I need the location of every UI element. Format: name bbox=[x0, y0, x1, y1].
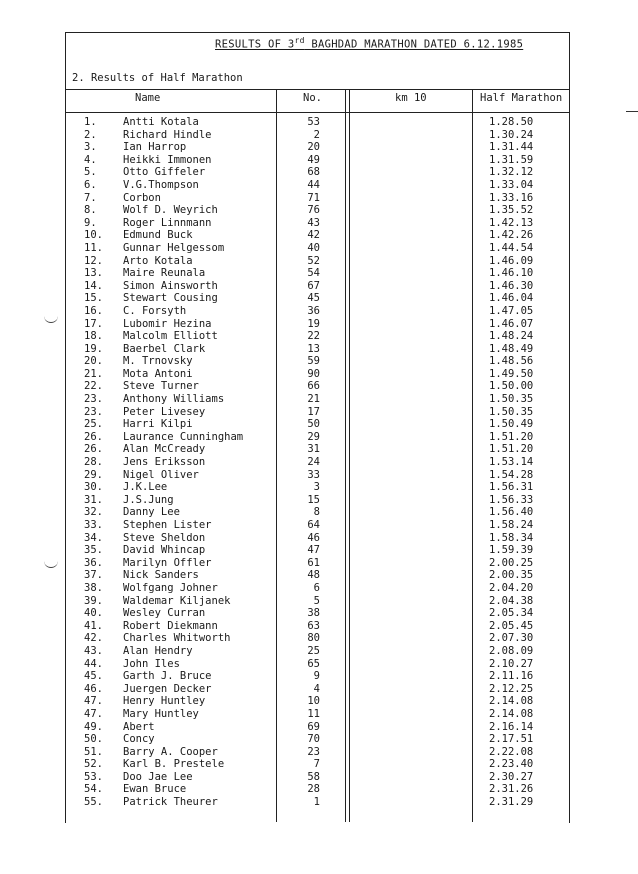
row-position: 13. bbox=[84, 267, 103, 280]
column-header-half-marathon: Half Marathon bbox=[480, 92, 563, 104]
row-position: 15. bbox=[84, 292, 103, 305]
column-header-no: No. bbox=[303, 92, 322, 104]
table-row bbox=[0, 645, 638, 658]
table-row bbox=[0, 683, 638, 696]
table-row bbox=[0, 154, 638, 167]
row-position: 28. bbox=[84, 456, 103, 469]
table-row bbox=[0, 519, 638, 532]
runner-name: Antti Kotala bbox=[123, 116, 199, 128]
finish-time: 2.00.35 bbox=[489, 569, 534, 582]
finish-time: 1.48.56 bbox=[489, 355, 534, 368]
row-position: 3. bbox=[84, 141, 97, 154]
runner-name: Steve Sheldon bbox=[123, 531, 206, 544]
table-row bbox=[0, 494, 638, 507]
finish-time: 1.42.13 bbox=[489, 216, 534, 229]
bib-number: 24 bbox=[307, 456, 320, 469]
table-row bbox=[0, 443, 638, 456]
bib-number: 58 bbox=[307, 770, 320, 783]
bib-number: 7 bbox=[313, 758, 320, 771]
runner-name: David Whincap bbox=[123, 544, 206, 557]
finish-time: 2.04.20 bbox=[489, 581, 534, 594]
table-row bbox=[0, 456, 638, 469]
row-position: 12. bbox=[84, 254, 103, 267]
bib-number: 69 bbox=[307, 720, 320, 733]
table-row bbox=[0, 380, 638, 393]
row-position: 26. bbox=[84, 443, 103, 456]
runner-name: Karl B. Prestele bbox=[123, 758, 225, 771]
bib-number: 38 bbox=[307, 607, 320, 620]
row-position: 23. bbox=[84, 405, 103, 418]
row-position: 8. bbox=[84, 204, 97, 217]
bib-number: 5 bbox=[313, 594, 320, 607]
table-row bbox=[0, 506, 638, 519]
row-position: 10. bbox=[84, 229, 103, 242]
bib-number: 28 bbox=[307, 783, 320, 796]
title-prefix: RESULTS OF 3 bbox=[215, 38, 295, 51]
runner-name: Corbon bbox=[123, 191, 161, 204]
table-row bbox=[0, 620, 638, 633]
finish-time: 1.46.09 bbox=[489, 254, 534, 267]
row-position: 7. bbox=[84, 191, 97, 204]
row-position: 44. bbox=[84, 657, 103, 670]
bib-number: 76 bbox=[307, 204, 320, 217]
runner-name: John Iles bbox=[123, 657, 180, 670]
finish-time: 1.50.35 bbox=[489, 393, 534, 406]
table-row bbox=[0, 280, 638, 293]
row-position: 35. bbox=[84, 544, 103, 557]
table-row bbox=[0, 695, 638, 708]
table-row bbox=[0, 658, 638, 671]
finish-time: 2.12.25 bbox=[489, 682, 534, 695]
bib-number: 2 bbox=[313, 128, 320, 141]
finish-time: 2.14.08 bbox=[489, 707, 534, 720]
finish-time: 1.47.05 bbox=[489, 304, 534, 317]
table-row bbox=[0, 532, 638, 545]
finish-time: 1.53.14 bbox=[489, 456, 534, 469]
bib-number: 61 bbox=[307, 556, 320, 569]
table-row bbox=[0, 418, 638, 431]
row-position: 18. bbox=[84, 330, 103, 343]
table-row bbox=[0, 569, 638, 582]
table-row bbox=[0, 632, 638, 645]
row-position: 52. bbox=[84, 758, 103, 771]
finish-time: 2.31.26 bbox=[489, 783, 534, 796]
runner-name: M. Trnovsky bbox=[123, 355, 193, 368]
finish-time: 1.50.00 bbox=[489, 380, 534, 393]
bib-number: 42 bbox=[307, 229, 320, 242]
bib-number: 25 bbox=[307, 644, 320, 657]
finish-time: 2.23.40 bbox=[489, 758, 534, 771]
table-row bbox=[0, 217, 638, 230]
bib-number: 11 bbox=[307, 707, 320, 720]
finish-time: 1.28.50 bbox=[489, 116, 534, 128]
runner-name: J.K.Lee bbox=[123, 481, 168, 494]
row-position: 14. bbox=[84, 279, 103, 292]
runner-name: Alan McCready bbox=[123, 443, 206, 456]
finish-time: 1.31.44 bbox=[489, 141, 534, 154]
bib-number: 19 bbox=[307, 317, 320, 330]
table-row bbox=[0, 469, 638, 482]
row-position: 36. bbox=[84, 556, 103, 569]
runner-name: Wolf D. Weyrich bbox=[123, 204, 218, 217]
finish-time: 1.48.24 bbox=[489, 330, 534, 343]
table-row bbox=[0, 229, 638, 242]
bib-number: 29 bbox=[307, 430, 320, 443]
table-row bbox=[0, 607, 638, 620]
table-row bbox=[0, 670, 638, 683]
row-position: 37. bbox=[84, 569, 103, 582]
finish-time: 1.58.34 bbox=[489, 531, 534, 544]
table-row bbox=[0, 355, 638, 368]
row-position: 21. bbox=[84, 367, 103, 380]
finish-time: 1.35.52 bbox=[489, 204, 534, 217]
bib-number: 40 bbox=[307, 241, 320, 254]
finish-time: 2.31.29 bbox=[489, 796, 534, 809]
bib-number: 90 bbox=[307, 367, 320, 380]
row-position: 4. bbox=[84, 153, 97, 166]
finish-time: 1.33.16 bbox=[489, 191, 534, 204]
table-row bbox=[0, 582, 638, 595]
finish-time: 1.59.39 bbox=[489, 544, 534, 557]
table-row bbox=[0, 771, 638, 784]
table-row bbox=[0, 116, 638, 129]
table-row bbox=[0, 204, 638, 217]
runner-name: Mary Huntley bbox=[123, 707, 199, 720]
table-row bbox=[0, 166, 638, 179]
bib-number: 44 bbox=[307, 178, 320, 191]
table-row bbox=[0, 783, 638, 796]
column-header-km10: km 10 bbox=[395, 92, 427, 104]
table-row bbox=[0, 305, 638, 318]
table-row bbox=[0, 746, 638, 759]
runner-name: Henry Huntley bbox=[123, 695, 206, 708]
runner-name: Ian Harrop bbox=[123, 141, 187, 154]
row-position: 53. bbox=[84, 770, 103, 783]
finish-time: 2.17.51 bbox=[489, 733, 534, 746]
finish-time: 1.44.54 bbox=[489, 241, 534, 254]
row-position: 6. bbox=[84, 178, 97, 191]
finish-time: 1.46.04 bbox=[489, 292, 534, 305]
row-position: 49. bbox=[84, 720, 103, 733]
finish-time: 2.10.27 bbox=[489, 657, 534, 670]
runner-name: Baerbel Clark bbox=[123, 342, 206, 355]
row-position: 16. bbox=[84, 304, 103, 317]
row-position: 40. bbox=[84, 607, 103, 620]
runner-name: Charles Whitworth bbox=[123, 632, 231, 645]
table-row bbox=[0, 796, 638, 809]
row-position: 39. bbox=[84, 594, 103, 607]
finish-time: 2.08.09 bbox=[489, 644, 534, 657]
runner-name: Juergen Decker bbox=[123, 682, 212, 695]
runner-name: Doo Jae Lee bbox=[123, 770, 193, 783]
title-suffix: BAGHDAD MARATHON DATED 6.12.1985 bbox=[304, 38, 524, 51]
finish-time: 2.22.08 bbox=[489, 745, 534, 758]
finish-time: 1.48.49 bbox=[489, 342, 534, 355]
finish-time: 1.56.31 bbox=[489, 481, 534, 494]
row-position: 19. bbox=[84, 342, 103, 355]
row-position: 29. bbox=[84, 468, 103, 481]
bib-number: 46 bbox=[307, 531, 320, 544]
runner-name: Ewan Bruce bbox=[123, 783, 187, 796]
table-row bbox=[0, 406, 638, 419]
table-row bbox=[0, 708, 638, 721]
bib-number: 80 bbox=[307, 632, 320, 645]
bib-number: 8 bbox=[313, 506, 320, 519]
results-list bbox=[0, 116, 638, 809]
finish-time: 2.05.34 bbox=[489, 607, 534, 620]
row-position: 38. bbox=[84, 581, 103, 594]
bib-number: 53 bbox=[307, 116, 320, 128]
bib-number: 21 bbox=[307, 393, 320, 406]
runner-name: C. Forsyth bbox=[123, 304, 187, 317]
finish-time: 1.50.35 bbox=[489, 405, 534, 418]
runner-name: Maire Reunala bbox=[123, 267, 206, 280]
finish-time: 2.05.45 bbox=[489, 619, 534, 632]
bib-number: 43 bbox=[307, 216, 320, 229]
runner-name: J.S.Jung bbox=[123, 493, 174, 506]
finish-time: 1.46.07 bbox=[489, 317, 534, 330]
finish-time: 1.54.28 bbox=[489, 468, 534, 481]
bib-number: 31 bbox=[307, 443, 320, 456]
runner-name: Jens Eriksson bbox=[123, 456, 206, 469]
row-position: 17. bbox=[84, 317, 103, 330]
runner-name: Stephen Lister bbox=[123, 519, 212, 531]
runner-name: Gunnar Helgessom bbox=[123, 241, 225, 254]
bib-number: 23 bbox=[307, 745, 320, 758]
runner-name: Danny Lee bbox=[123, 506, 180, 519]
header-bottom-rule bbox=[65, 112, 570, 113]
finish-time: 1.33.04 bbox=[489, 178, 534, 191]
row-position: 54. bbox=[84, 783, 103, 796]
bib-number: 68 bbox=[307, 166, 320, 179]
bib-number: 65 bbox=[307, 657, 320, 670]
runner-name: Otto Giffeler bbox=[123, 166, 206, 179]
row-position: 45. bbox=[84, 670, 103, 683]
runner-name: Heikki Immonen bbox=[123, 153, 212, 166]
bib-number: 17 bbox=[307, 405, 320, 418]
bib-number: 20 bbox=[307, 141, 320, 154]
row-position: 55. bbox=[84, 796, 103, 809]
section-heading: 2. Results of Half Marathon bbox=[72, 72, 243, 84]
finish-time: 1.46.30 bbox=[489, 279, 534, 292]
runner-name: Laurance Cunningham bbox=[123, 430, 244, 443]
row-position: 31. bbox=[84, 493, 103, 506]
row-position: 42. bbox=[84, 632, 103, 645]
table-row bbox=[0, 141, 638, 154]
table-row bbox=[0, 758, 638, 771]
runner-name: Peter Livesey bbox=[123, 405, 206, 418]
row-position: 30. bbox=[84, 481, 103, 494]
row-position: 11. bbox=[84, 241, 103, 254]
row-position: 50. bbox=[84, 733, 103, 746]
runner-name: Wolfgang Johner bbox=[123, 581, 218, 594]
runner-name: V.G.Thompson bbox=[123, 178, 199, 191]
finish-time: 1.50.49 bbox=[489, 418, 534, 431]
finish-time: 2.07.30 bbox=[489, 632, 534, 645]
runner-name: Patrick Theurer bbox=[123, 796, 218, 809]
runner-name: Abert bbox=[123, 720, 155, 733]
row-position: 46. bbox=[84, 682, 103, 695]
bib-number: 4 bbox=[313, 682, 320, 695]
bib-number: 36 bbox=[307, 304, 320, 317]
finish-time: 1.49.50 bbox=[489, 367, 534, 380]
bib-number: 59 bbox=[307, 355, 320, 368]
table-row bbox=[0, 544, 638, 557]
runner-name: Arto Kotala bbox=[123, 254, 193, 267]
finish-time: 1.56.33 bbox=[489, 493, 534, 506]
finish-time: 1.46.10 bbox=[489, 267, 534, 280]
header-top-rule bbox=[65, 89, 570, 90]
bib-number: 49 bbox=[307, 153, 320, 166]
bib-number: 67 bbox=[307, 279, 320, 292]
table-row bbox=[0, 292, 638, 305]
bib-number: 47 bbox=[307, 544, 320, 557]
table-row bbox=[0, 481, 638, 494]
runner-name: Marilyn Offler bbox=[123, 556, 212, 569]
row-position: 22. bbox=[84, 380, 103, 393]
finish-time: 1.51.20 bbox=[489, 430, 534, 443]
finish-time: 2.30.27 bbox=[489, 770, 534, 783]
row-position: 47. bbox=[84, 707, 103, 720]
table-row bbox=[0, 393, 638, 406]
table-row bbox=[0, 242, 638, 255]
edge-mark bbox=[626, 111, 638, 112]
finish-time: 2.14.08 bbox=[489, 695, 534, 708]
row-position: 43. bbox=[84, 644, 103, 657]
table-row bbox=[0, 192, 638, 205]
table-row bbox=[0, 267, 638, 280]
row-position: 51. bbox=[84, 745, 103, 758]
table-row bbox=[0, 330, 638, 343]
runner-name: Roger Linnmann bbox=[123, 216, 212, 229]
row-position: 2. bbox=[84, 128, 97, 141]
row-position: 47. bbox=[84, 695, 103, 708]
finish-time: 2.04.38 bbox=[489, 594, 534, 607]
runner-name: Nick Sanders bbox=[123, 569, 199, 582]
table-row bbox=[0, 431, 638, 444]
bib-number: 15 bbox=[307, 493, 320, 506]
bib-number: 50 bbox=[307, 418, 320, 431]
runner-name: Concy bbox=[123, 733, 155, 746]
bib-number: 3 bbox=[313, 481, 320, 494]
finish-time: 1.31.59 bbox=[489, 153, 534, 166]
row-position: 5. bbox=[84, 166, 97, 179]
table-row bbox=[0, 595, 638, 608]
row-position: 34. bbox=[84, 531, 103, 544]
table-row bbox=[0, 733, 638, 746]
runner-name: Nigel Oliver bbox=[123, 468, 199, 481]
bib-number: 9 bbox=[313, 670, 320, 683]
finish-time: 1.58.24 bbox=[489, 519, 534, 531]
finish-time: 1.51.20 bbox=[489, 443, 534, 456]
runner-name: Robert Diekmann bbox=[123, 619, 218, 632]
finish-time: 2.16.14 bbox=[489, 720, 534, 733]
bib-number: 22 bbox=[307, 330, 320, 343]
runner-name: Malcolm Elliott bbox=[123, 330, 218, 343]
title-ordinal-suffix: rd bbox=[294, 36, 305, 45]
finish-time: 1.56.40 bbox=[489, 506, 534, 519]
row-position: 25. bbox=[84, 418, 103, 431]
runner-name: Wesley Curran bbox=[123, 607, 206, 620]
runner-name: Alan Hendry bbox=[123, 644, 193, 657]
bib-number: 54 bbox=[307, 267, 320, 280]
runner-name: Edmund Buck bbox=[123, 229, 193, 242]
column-header-name: Name bbox=[135, 92, 161, 104]
row-position: 9. bbox=[84, 216, 97, 229]
finish-time: 1.32.12 bbox=[489, 166, 534, 179]
table-row bbox=[0, 129, 638, 142]
runner-name: Mota Antoni bbox=[123, 367, 193, 380]
bib-number: 64 bbox=[307, 519, 320, 531]
bib-number: 1 bbox=[313, 796, 320, 809]
bib-number: 71 bbox=[307, 191, 320, 204]
finish-time: 2.11.16 bbox=[489, 670, 534, 683]
runner-name: Steve Turner bbox=[123, 380, 199, 393]
row-position: 26. bbox=[84, 430, 103, 443]
document-title bbox=[215, 36, 523, 51]
runner-name: Barry A. Cooper bbox=[123, 745, 218, 758]
row-position: 32. bbox=[84, 506, 103, 519]
row-position: 23. bbox=[84, 393, 103, 406]
runner-name: Anthony Williams bbox=[123, 393, 225, 406]
table-row bbox=[0, 557, 638, 570]
runner-name: Stewart Cousing bbox=[123, 292, 218, 305]
finish-time: 1.30.24 bbox=[489, 128, 534, 141]
bib-number: 45 bbox=[307, 292, 320, 305]
bib-number: 70 bbox=[307, 733, 320, 746]
row-position: 1. bbox=[84, 116, 97, 128]
table-row bbox=[0, 343, 638, 356]
row-position: 33. bbox=[84, 519, 103, 531]
bib-number: 13 bbox=[307, 342, 320, 355]
row-position: 20. bbox=[84, 355, 103, 368]
bib-number: 6 bbox=[313, 581, 320, 594]
table-row bbox=[0, 179, 638, 192]
bib-number: 33 bbox=[307, 468, 320, 481]
runner-name: Lubomir Hezina bbox=[123, 317, 212, 330]
runner-name: Waldemar Kiljanek bbox=[123, 594, 231, 607]
bib-number: 66 bbox=[307, 380, 320, 393]
runner-name: Simon Ainsworth bbox=[123, 279, 218, 292]
table-row bbox=[0, 318, 638, 331]
finish-time: 1.42.26 bbox=[489, 229, 534, 242]
table-row bbox=[0, 255, 638, 268]
bib-number: 52 bbox=[307, 254, 320, 267]
runner-name: Harri Kilpi bbox=[123, 418, 193, 431]
finish-time: 2.00.25 bbox=[489, 556, 534, 569]
table-row bbox=[0, 368, 638, 381]
bib-number: 63 bbox=[307, 619, 320, 632]
runner-name: Richard Hindle bbox=[123, 128, 212, 141]
runner-name: Garth J. Bruce bbox=[123, 670, 212, 683]
bib-number: 48 bbox=[307, 569, 320, 582]
table-row bbox=[0, 721, 638, 734]
row-position: 41. bbox=[84, 619, 103, 632]
bib-number: 10 bbox=[307, 695, 320, 708]
